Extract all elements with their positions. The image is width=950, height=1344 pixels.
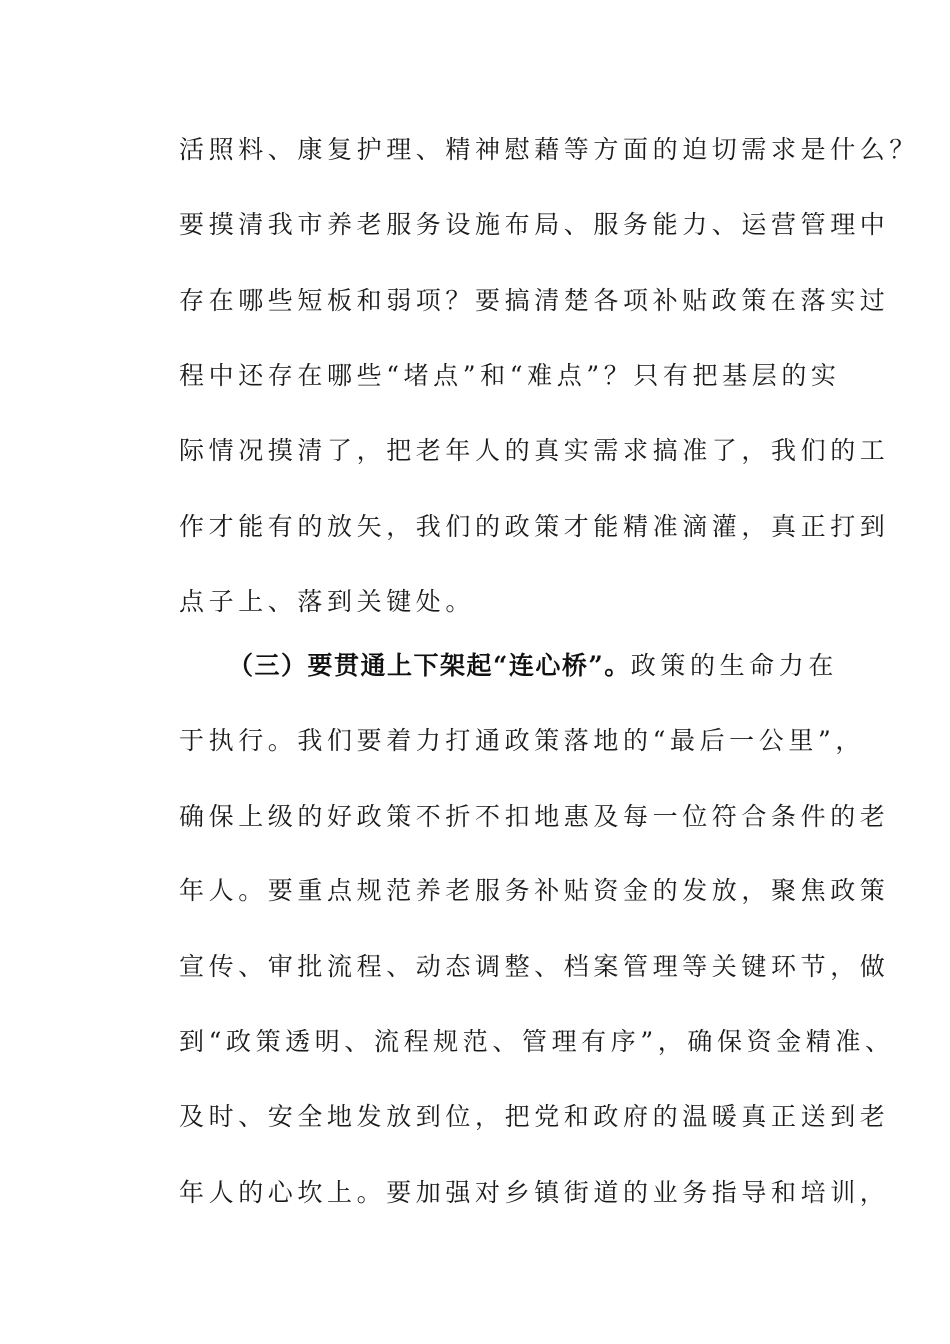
section-line-4: 宣传、审批流程、动态调整、档案管理等关键环节，做 bbox=[179, 952, 890, 981]
section-line-1: 于执行。我们要着力打通政策落地的“最后一公里”， bbox=[179, 726, 865, 755]
paragraph-line-6: 作才能有的放矢，我们的政策才能精准滴灌，真正打到 bbox=[179, 512, 890, 541]
section-line-3: 年人。要重点规范养老服务补贴资金的发放，聚焦政策 bbox=[179, 876, 890, 905]
section-first-line bbox=[228, 649, 838, 683]
section-line-7: 年人的心坎上。要加强对乡镇街道的业务指导和培训， bbox=[179, 1178, 890, 1207]
paragraph-line-1: 活照料、康复护理、精神慰藉等方面的迫切需求是什么？ bbox=[179, 135, 920, 164]
paragraph-line-5: 际情况摸清了，把老年人的真实需求搞准了，我们的工 bbox=[179, 436, 890, 465]
paragraph-line-4: 程中还存在哪些“堵点”和“难点”？只有把基层的实 bbox=[179, 361, 841, 390]
paragraph-line-7: 点子上、落到关键处。 bbox=[179, 587, 476, 616]
section-heading: （三）要贯通上下架起“连心桥”。 bbox=[228, 651, 631, 680]
paragraph-line-2: 要摸清我市养老服务设施布局、服务能力、运营管理中 bbox=[179, 210, 890, 239]
section-line-2: 确保上级的好政策不折不扣地惠及每一位符合条件的老 bbox=[179, 802, 890, 831]
section-first-line-text: 政策的生命力在 bbox=[630, 651, 838, 680]
section-line-6: 及时、安全地发放到位，把党和政府的温暖真正送到老 bbox=[179, 1102, 890, 1131]
paragraph-line-3: 存在哪些短板和弱项？要搞清楚各项补贴政策在落实过 bbox=[179, 286, 890, 315]
section-line-5: 到“政策透明、流程规范、管理有序”，确保资金精准、 bbox=[179, 1027, 895, 1056]
